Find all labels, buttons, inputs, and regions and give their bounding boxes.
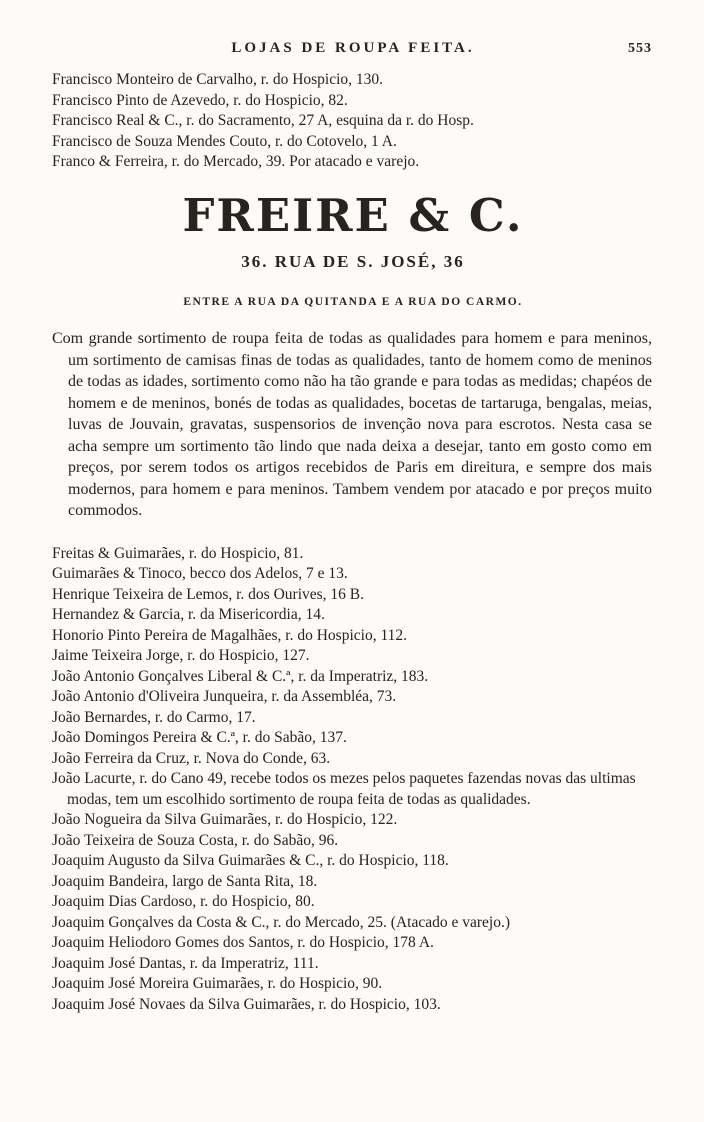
directory-entry: Joaquim José Dantas, r. da Imperatriz, 111. xyxy=(52,954,319,972)
directory-entry: João Ferreira da Cruz, r. Nova do Conde, 63. xyxy=(52,749,331,767)
ad-body-text: Com grande sortimento de roupa feita de todas as qualidades para homem e para meninos, um sortimento de camisas finas de todas as qualidades, tanto de homem como de meninos de todas as idades, sortimento como não ha tão grande e para todas as medidas; chapéos de homem e de meninos, bonés de todas as qualidades, bocetas de tartaruga, bengalas, meias, luvas de Jouvain, gravatas, suspensorios de invenção nova para escrotos. Nesta casa se acha sempre um sortimento tão lindo que nada deixa a desejar, tanto em gosto como em preços, por serem todos os artigos recebidos de Paris em direitura, e sempre dos mais modernos, para homem e para meninos. Tambem vendem por atacado e por preços muito commodos. xyxy=(52,330,652,519)
directory-entry: Honorio Pinto Pereira de Magalhães, r. do Hospicio, 112. xyxy=(52,626,408,644)
ad-location-note: ENTRE A RUA DA QUITANDA E A RUA DO CARMO. xyxy=(183,296,523,308)
directory-entry: Franco & Ferreira, r. do Mercado, 39. Por atacado e varejo. xyxy=(52,153,420,170)
directory-entry: Francisco de Souza Mendes Couto, r. do Cotovelo, 1 A. xyxy=(52,132,397,150)
directory-entry: Guimarães & Tinoco, becco dos Adelos, 7 e 13. xyxy=(52,565,348,582)
ad-address: 36. RUA DE S. JOSÉ, 36 xyxy=(241,252,465,271)
directory-entry: Joaquim José Moreira Guimarães, r. do Hospicio, 90. xyxy=(52,975,383,992)
directory-entry: Joaquim Augusto da Silva Guimarães & C., r. do Hospicio, 118. xyxy=(52,852,449,869)
directory-entry: Jaime Teixeira Jorge, r. do Hospicio, 127. xyxy=(52,647,310,664)
advertisement xyxy=(52,188,654,309)
directory-entry: João Bernardes, r. do Carmo, 17. xyxy=(52,708,256,726)
directory-entry: Francisco Real & C., r. do Sacramento, 27 A, esquina da r. do Hosp. xyxy=(52,112,474,129)
page-number: 553 xyxy=(628,41,652,56)
directory-entry: Freitas & Guimarães, r. do Hospicio, 81. xyxy=(52,544,304,562)
bottom-entries-list xyxy=(52,544,654,1016)
directory-entry: Henrique Teixeira de Lemos, r. dos Ourives, 16 B. xyxy=(52,585,365,603)
directory-entry: João Antonio Gonçalves Liberal & C.ª, r. da Imperatriz, 183. xyxy=(52,667,429,685)
directory-entry: João Teixeira de Souza Costa, r. do Sabão, 96. xyxy=(52,831,339,849)
directory-entry: Francisco Pinto de Azevedo, r. do Hospicio, 82. xyxy=(52,91,348,109)
ad-title: FREIRE & C. xyxy=(182,188,524,242)
top-entries-list xyxy=(52,70,654,173)
directory-entry: João Antonio d'Oliveira Junqueira, r. da Assembléa, 73. xyxy=(52,688,397,705)
directory-entry: Joaquim Dias Cardoso, r. do Hospicio, 80. xyxy=(52,893,315,910)
directory-entry: Francisco Monteiro de Carvalho, r. do Hospicio, 130. xyxy=(52,71,384,88)
directory-entry: Hernandez & Garcia, r. da Misericordia, 14. xyxy=(52,606,325,623)
directory-entry: João Lacurte, r. do Cano 49, recebe todos os mezes pelos paquetes fazendas novas das ultimas modas, tem um escolhido sortimento de roupa feita de todas as qualidades. xyxy=(52,770,636,808)
directory-entry: João Nogueira da Silva Guimarães, r. do Hospicio, 122. xyxy=(52,811,398,828)
running-head-title: LOJAS DE ROUPA FEITA. xyxy=(231,40,475,56)
directory-entry: Joaquim José Novaes da Silva Guimarães, r. do Hospicio, 103. xyxy=(52,995,441,1013)
directory-entry: João Domingos Pereira & C.ª, r. do Sabão, 137. xyxy=(52,729,347,746)
page-header xyxy=(52,40,654,57)
directory-entry: Joaquim Gonçalves da Costa & C., r. do Mercado, 25. (Atacado e varejo.) xyxy=(52,913,510,931)
directory-entry: Joaquim Heliodoro Gomes dos Santos, r. do Hospicio, 178 A. xyxy=(52,934,434,951)
directory-entry: Joaquim Bandeira, largo de Santa Rita, 18. xyxy=(52,872,318,890)
